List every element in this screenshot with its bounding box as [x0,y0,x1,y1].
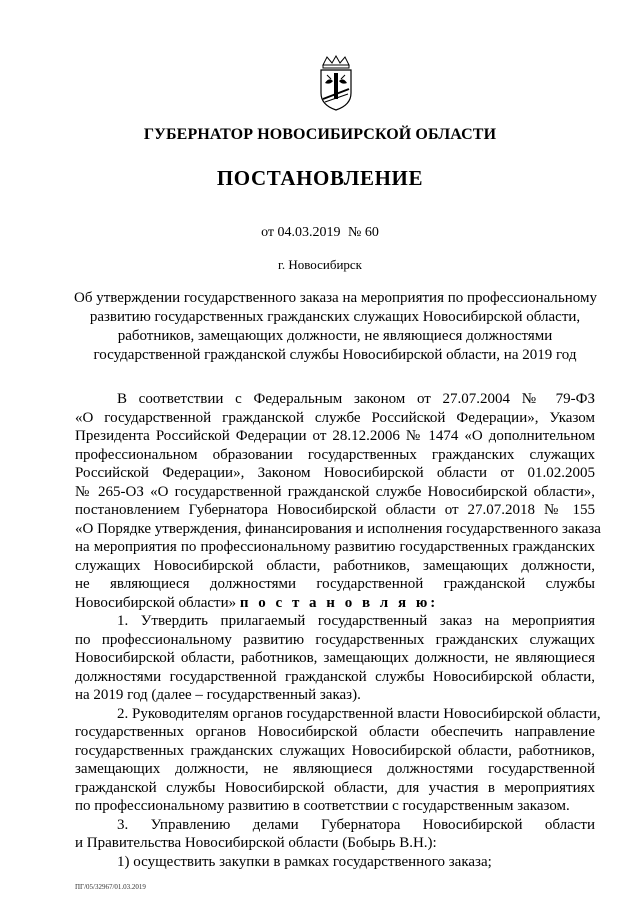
body-line: на мероприятия по профессиональному развитию государственных гражданских [75,539,595,555]
body-line: по профессиональному развитию в соответствии с государственным заказом. [75,798,570,814]
body-line-text: Новосибирской области» [75,594,237,611]
body-line: гражданской службы Новосибирской области, для участия в мероприятиях [75,779,595,796]
footer-document-code: ПГ/05/32967/01.03.2019 [75,883,146,891]
body-line: служащих Новосибирской области, работников, замещающих должности, [75,557,595,574]
novosibirsk-coat-of-arms-icon [315,55,357,111]
body-line: должностями государственной гражданской службы Новосибирской области, [75,668,595,685]
body-line: государственных гражданских служащих Новосибирской области, работников, [75,742,595,759]
clause-3-line: 3. Управлению делами Губернатора Новосибирской области [117,816,595,833]
body-line: № 265-ОЗ «О государственной гражданской службе Новосибирской области», [75,483,595,500]
document-body [75,390,601,871]
subject-line: развитию государственных гражданских служащих Новосибирской области, [89,309,581,325]
body-line: «О государственной гражданской службе Российской Федерации», Указом [75,409,595,426]
date-number-line [0,225,640,241]
body-line: постановлением Губернатора Новосибирской области от 27.07.2018 № 155 [75,502,595,518]
document-number: № 60 [348,225,379,240]
body-line: на 2019 год (далее – государственный заказ). [75,687,361,703]
body-line: «О Порядке утверждения, финансирования и исполнения государственного заказа [75,520,601,537]
decree-word: п о с т а н о в л я ю: [239,594,439,611]
body-line-decree [75,594,595,613]
body-line: Президента Российской Федерации от 28.12.2006 № 1474 «О дополнительном [75,428,595,444]
body-line: не являющиеся должностями государственной гражданской службы [75,576,595,592]
body-line: и Правительства Новосибирской области (Бобырь В.Н.): [75,835,437,851]
body-line: Российской Федерации», Законом Новосибирской области от 01.02.2005 [75,465,595,481]
body-line: государственных органов Новосибирской области обеспечить направление [75,724,595,740]
subject-line: работников, замещающих должности, не являющиеся должностями [117,328,553,344]
body-line: профессиональном образовании государственных гражданских служащих [75,446,595,463]
issuing-authority: ГУБЕРНАТОР НОВОСИБИРСКОЙ ОБЛАСТИ [143,126,497,143]
body-line: по профессиональному развитию государственных гражданских служащих [75,631,595,648]
clause-1-line: 1. Утвердить прилагаемый государственный заказ на мероприятия [117,613,595,629]
subject-line: Об утверждении государственного заказа на мероприятия по профессиональному [74,290,597,306]
document-subject [74,289,596,365]
city-line: г. Новосибирск [277,257,362,272]
document-date: от 04.03.2019 [261,225,341,240]
body-line: В соответствии с Федеральным законом от 27.07.2004 № 79-ФЗ [117,391,595,407]
document-type-title: ПОСТАНОВЛЕНИЕ [216,166,424,190]
subject-line: государственной гражданской службы Новосибирской области, на 2019 год [93,347,577,363]
subclause-1-line: 1) осуществить закупки в рамках государственного заказа; [117,853,492,870]
body-line: замещающих должности, не являющиеся должностями государственной [75,761,595,777]
body-line: Новосибирской области, работников, замещающих должности, не являющиеся [75,650,595,666]
clause-2-line: 2. Руководителям органов государственной власти Новосибирской области, [117,705,601,722]
